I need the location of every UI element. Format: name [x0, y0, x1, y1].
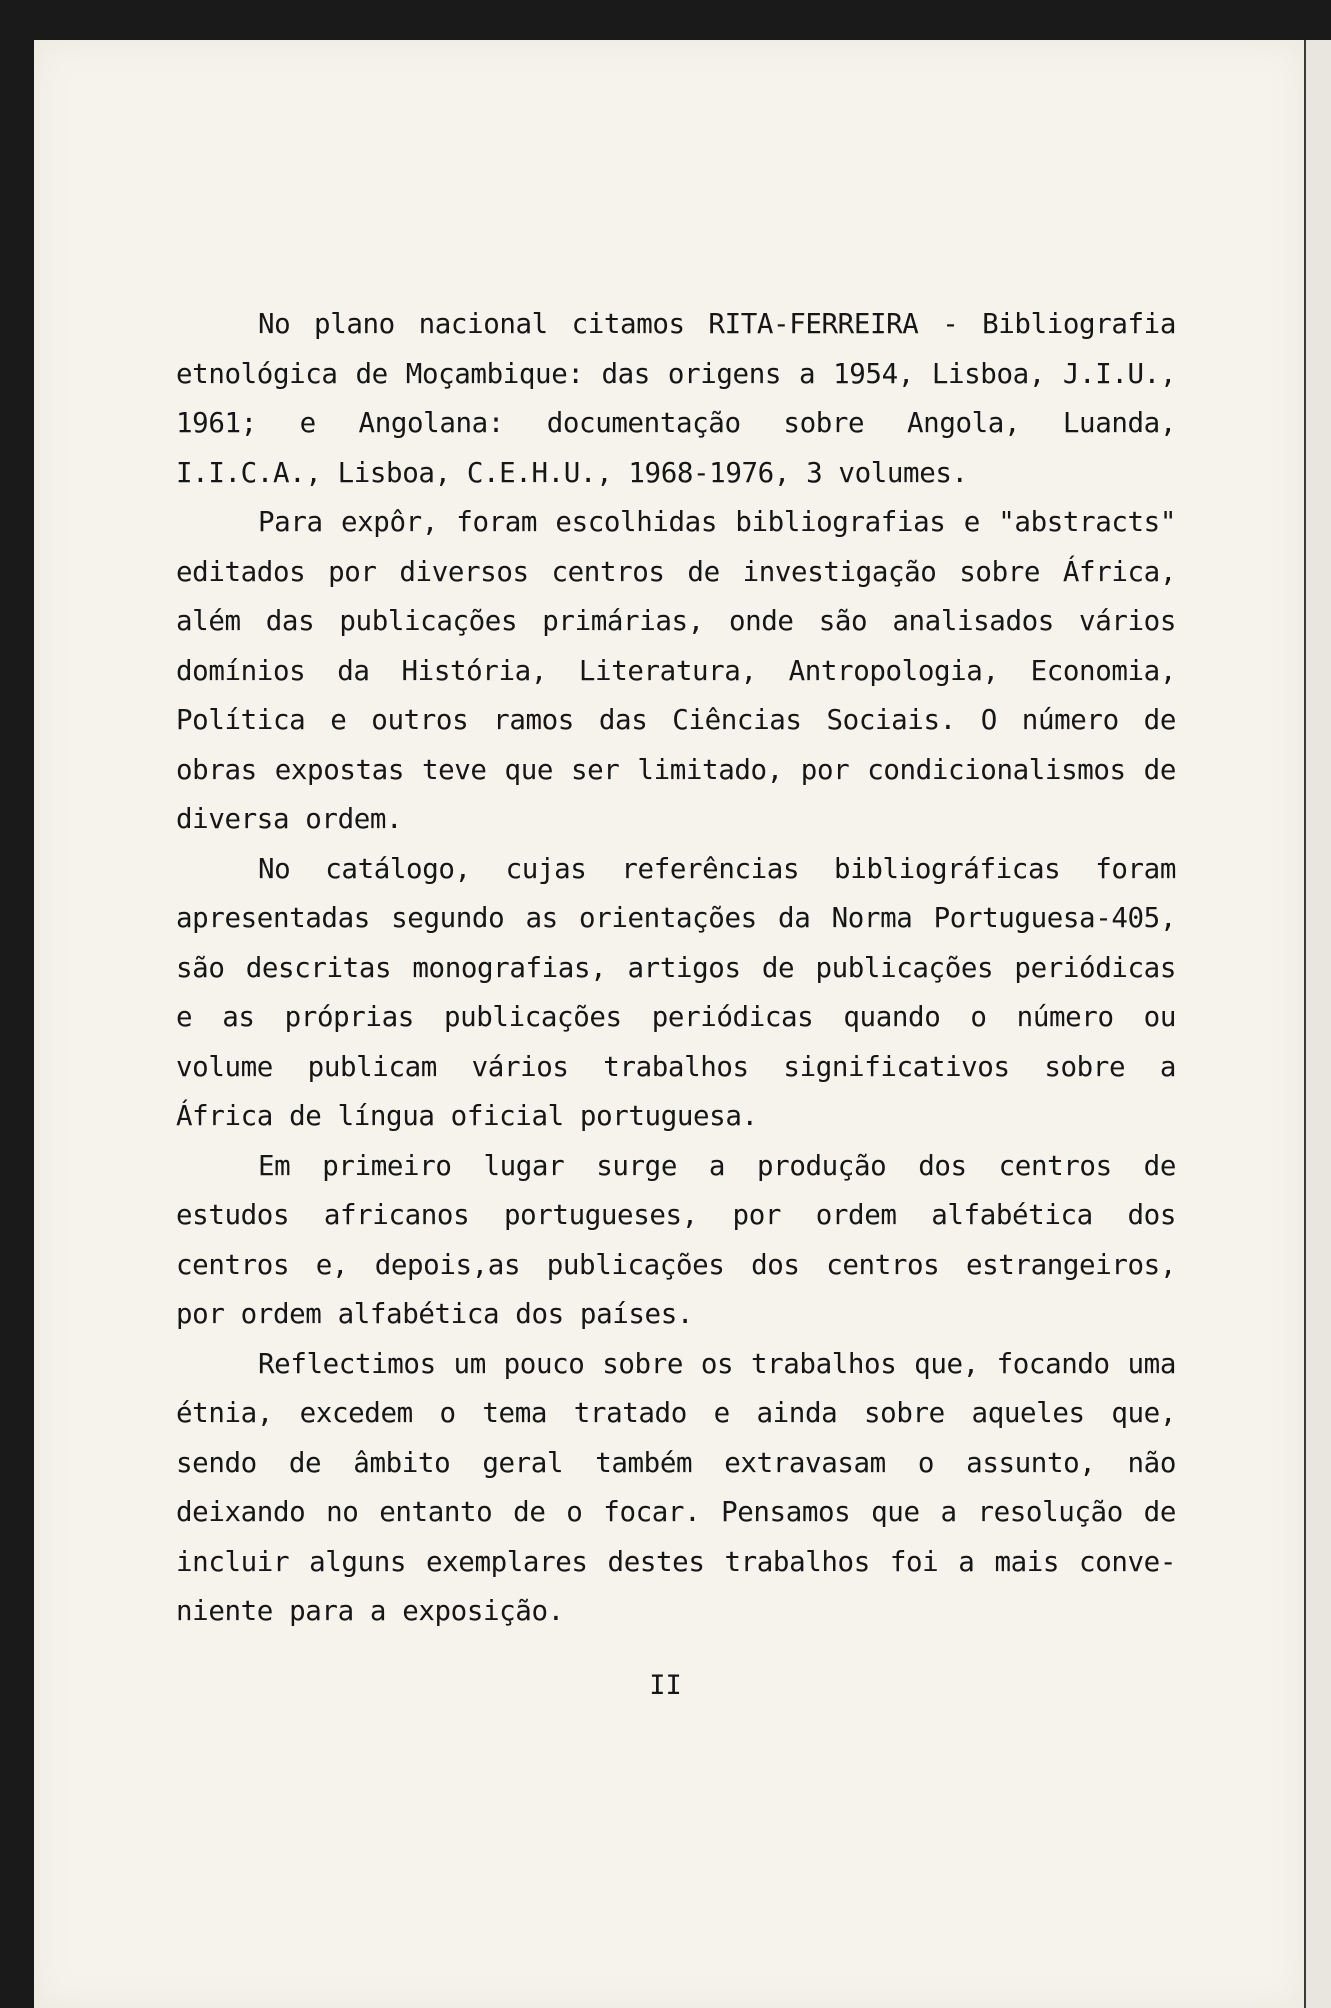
adjacent-page-edge: [1304, 40, 1331, 2008]
paragraph: Reflectimos um pouco sobre os trabalhos que, focando uma étnia, excedem o tema tratado e ainda sobre aqueles que, sendo de âmbito geral também extravasam o assunto, não deixando no entanto de o focar. Pensamos que a resolução de incluir alguns exemplares destes trabalhos foi a mais conve-niente para a exposição.: [176, 1347, 1176, 1627]
paragraph: No catálogo, cujas referências bibliográficas foram apresentadas segundo as orientações da Norma Portuguesa-405, são descritas monografias, artigos de publicações periódicas e as próprias publicações periódicas quando o número ou volume publicam vários trabalhos significativos sobre a África de língua oficial portuguesa.: [176, 852, 1176, 1132]
body-text: [176, 300, 1176, 1637]
paragraph: No plano nacional citamos RITA-FERREIRA - Bibliografia etnológica de Moçambique: das origens a 1954, Lisboa, J.I.U., 1961; e Angolana: documentação sobre Angola, Luanda, I.I.C.A., Lisboa, C.E.H.U., 1968-1976, 3 volumes.: [176, 308, 1176, 489]
page-number: II: [649, 1670, 682, 1701]
paragraph: Para expôr, foram escolhidas bibliografias e "abstracts" editados por diversos centros de investigação sobre África, além das publicações primárias, onde são analisados vários domínios da História, Literatura, Antropologia, Economia, Política e outros ramos das Ciências Sociais. O número de obras expostas teve que ser limitado, por condicionalismos de diversa ordem.: [176, 506, 1176, 835]
paragraph: Em primeiro lugar surge a produção dos centros de estudos africanos portugueses, por ordem alfabética dos centros e, depois,as publicações dos centros estrangeiros, por ordem alfabética dos países.: [176, 1149, 1176, 1330]
